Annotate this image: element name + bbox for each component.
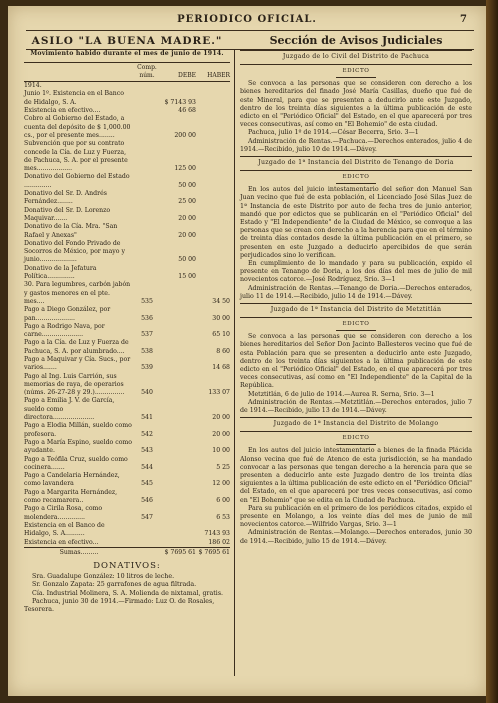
ledger-row <box>24 306 230 323</box>
asilo-title: ASILO "LA BUENA MADRE." <box>31 35 223 47</box>
ledger-header-row <box>24 62 230 82</box>
ledger-year: 1914. <box>24 82 42 90</box>
ledger-comp <box>134 173 160 190</box>
ledger-debe <box>160 456 196 473</box>
col-comp: Comp. núm. <box>134 62 160 82</box>
book-binding <box>486 0 498 703</box>
header-rule <box>26 30 474 31</box>
ledger-entry: Pago a Emilia J. V. de García, sueldo como directora..................... <box>24 397 115 422</box>
ledger-entry: 30. Para legumbres, carbón jabón y gastos menores en el pte. mes.... <box>24 281 131 305</box>
ledger-comp <box>134 190 160 207</box>
sum-debe: $ 7695 61 <box>160 547 196 557</box>
ledger-row <box>24 472 230 489</box>
ledger-comp: 537 <box>141 331 153 339</box>
edicto-label: EDICTO <box>342 67 370 74</box>
column-divider <box>234 50 235 676</box>
judicial-notice <box>240 156 472 301</box>
ledger-comp: 545 <box>141 480 153 488</box>
notice-paragraph: En los autos del juicio intestamentario del señor don Manuel San Juan vecino que fué de esta población, el Licenciado José Silas Juez de 1ª Instancia de este Distrito por auto de fecha tres de junio anterior, mandó que por edictos que se publicarán en el "Periódico Oficial" del Estado y "El Independiente" de la Ciudad de México, se convoque a las personas que se crean con derecho a la herencia para que en el término de treinta días contados desde la última publicación en el primero, se presenten en este Juzgado a deducirlo apercibidos de que serán perjudicados sino lo verifican. <box>240 186 472 259</box>
ledger-row <box>24 265 230 282</box>
ledger-comp <box>134 115 160 140</box>
ledger-entry: Pago a Teófila Cruz, sueldo como cocinera....... <box>24 455 128 471</box>
ledger-debe: 50 00 <box>178 181 196 189</box>
notice-separator <box>336 77 376 78</box>
sum-row <box>24 547 230 557</box>
court-name: Juzgado de 1ª Instancia del Distrito de Tenango de Doria <box>240 156 472 171</box>
ledger-row <box>24 539 230 548</box>
ledger-debe <box>160 323 196 340</box>
ledger-entry: Existencia en el Banco de Hidalgo, S. A.......... <box>24 521 105 538</box>
ledger-entry: Pago a Cirila Rosa, como molendera.............. <box>24 505 103 521</box>
ledger-row <box>24 240 230 265</box>
ledger-haber <box>196 90 230 107</box>
ledger-row <box>24 173 230 190</box>
ledger-entry: Pago a María Espino, sueldo como ayudante. <box>24 438 133 455</box>
ledger-row <box>24 281 230 306</box>
ledger-entry: Pago a Maquivar y Cía. Sucs., por varios....... <box>24 355 131 372</box>
ledger-body <box>24 82 230 548</box>
ledger-debe <box>160 539 196 548</box>
edicto-label: EDICTO <box>342 173 370 180</box>
ledger-haber <box>196 265 230 282</box>
notice-paragraph: Administración de Rentas.—Pachuca.—Derechos enterados, julio 4 de 1914.—Recibido, julio 10 de 1914.—Dávey. <box>240 137 472 153</box>
ledger-row <box>24 190 230 207</box>
sum-label: Sumas......... <box>24 547 134 557</box>
ledger-row <box>24 422 230 439</box>
ledger-entry: Donativo del Gobierno del Estado .............. <box>24 173 130 189</box>
ledger-comp: 544 <box>141 463 153 471</box>
ledger-comp: 540 <box>141 389 153 397</box>
ledger-row <box>24 397 230 422</box>
ledger-debe <box>160 356 196 373</box>
ledger-comp: 541 <box>141 414 153 422</box>
notice-paragraph: Administración de Rentas.—Molango.—Derechos enterados, junio 30 de 1914.—Recibido, julio 15 de 1914.—Dávey. <box>240 529 472 545</box>
notice-separator <box>336 444 376 445</box>
ledger-comp: 543 <box>141 447 153 455</box>
ledger-entry: Junio 1º. Existencia en el Banco de Hidalgo, S. A. <box>24 90 124 106</box>
ledger-debe <box>160 397 196 422</box>
ledger-entry: Existencia en efectivo... <box>24 538 99 546</box>
ledger-debe: 20 00 <box>178 231 196 239</box>
ledger-haber: 34 50 <box>212 297 230 305</box>
ledger-comp <box>134 240 160 265</box>
ledger-debe <box>160 339 196 356</box>
ledger-entry: Donativo del Fondo Privado de Socorros de México, por mayo y junio................... <box>24 239 125 264</box>
ledger-debe <box>160 472 196 489</box>
ledger-debe: 20 00 <box>178 214 196 222</box>
ledger-haber <box>196 207 230 224</box>
ledger-comp: 542 <box>141 430 153 438</box>
ledger-row <box>24 90 230 107</box>
notice-paragraph: Se convoca a las personas que se consideren con derecho a los bienes hereditarios del finado José María Casillas, dueño que fué de este Mineral, para que se presenten a deducirlo ante este Juzgado, dentro de los treinta días siguientes a la última publicación de este edicto en el "Periódico Oficial" del Estado, en el que aparecerá por tres veces consecutivas, así como en "El Bohemio" de esta ciudad. <box>240 80 472 129</box>
ledger-entry: Pago a Candelaria Hernández, como lavandera <box>24 472 120 488</box>
ledger-comp <box>134 140 160 173</box>
ledger-row <box>24 140 230 173</box>
ledger-comp: 538 <box>141 347 153 355</box>
ledger-haber: 10 00 <box>212 447 230 455</box>
court-name: Juzgado de 1ª Instancia del Distrito de Metztitlán <box>240 303 472 318</box>
ledger-comp <box>134 223 160 240</box>
ledger-debe: 46 68 <box>178 107 196 115</box>
donation-item: Sr. Gonzalo Zapata: 25 garrafones de agua filtrada. <box>32 581 197 589</box>
ledger-entry: Pago a la Cía. de Luz y Fuerza de Pachuca, S. A. por alumbrado.... <box>24 339 129 355</box>
ledger-entry: Donativo del Sr. D. Andrés Fernández........ <box>24 190 107 206</box>
ledger-entry: Existencia en efectivo.... <box>24 107 101 115</box>
ledger-comp <box>134 90 160 107</box>
ledger-row <box>24 207 230 224</box>
ledger-haber: 8 60 <box>216 347 230 355</box>
notice-separator <box>336 330 376 331</box>
ledger-haber: 133 07 <box>208 389 230 397</box>
ledger-entry: Pago a Elodia Millán, sueldo como profesora. <box>24 422 132 438</box>
ledger-comp: 547 <box>141 513 153 521</box>
ledger-entry: Donativo de la Cía. Mra. "San Rafael y Anexas" <box>24 223 118 239</box>
ledger-haber <box>196 223 230 240</box>
ledger-comp <box>134 207 160 224</box>
ledger-entry: Donativo de la Jefatura Política.............. <box>24 264 97 281</box>
notice-paragraph: Metztitlán, 6 de julio de 1914.—Aurea R. Serna, Srio. 3—1 <box>248 390 435 398</box>
ledger-debe: 125 00 <box>174 165 196 173</box>
ledger-haber: 20 00 <box>212 414 230 422</box>
ledger-debe: 25 00 <box>178 198 196 206</box>
edicto-label: EDICTO <box>342 434 370 441</box>
judicial-notice <box>240 303 472 415</box>
ledger-debe: 200 00 <box>174 131 196 139</box>
ledger-row <box>24 223 230 240</box>
ledger-comp: 539 <box>141 364 153 372</box>
ledger-haber: 7143 93 <box>204 530 230 538</box>
ledger-haber: 30 00 <box>212 314 230 322</box>
ledger-haber <box>196 140 230 173</box>
col-haber: HABER <box>196 62 230 82</box>
ledger-debe: $ 7143 93 <box>164 98 196 106</box>
ledger-entry: Donativo del Sr. D. Lorenzo Maquivar....... <box>24 206 111 222</box>
ledger-haber: 6 53 <box>216 513 230 521</box>
ledger-entry: Cobro al Gobierno del Estado, a cuenta del depósito de $ 1,000.00 cs., por el presente mes........ <box>24 115 131 139</box>
ledger-debe <box>160 281 196 306</box>
ledger-row <box>24 522 230 539</box>
ledger-row <box>24 439 230 456</box>
notice-separator <box>336 183 376 184</box>
notice-paragraph: Pachuca, julio 1º de 1914.—César Becerra, Srio. 3—1 <box>248 129 419 137</box>
sum-haber: $ 7695 61 <box>196 547 230 557</box>
ledger-debe <box>160 522 196 539</box>
notice-paragraph: Administración de Rentas.—Tenango de Doria.—Derechos enterados, julio 11 de 1914.—Recibido, julio 14 de 1914.—Dávey. <box>240 284 472 300</box>
ledger-debe <box>160 373 196 398</box>
ledger-haber: 12 00 <box>212 480 230 488</box>
court-name: Juzgado de 1ª Instancia del Distrito de Molango <box>240 417 472 432</box>
newspaper-title: PERIODICO OFICIAL. <box>177 14 317 25</box>
ledger-entry: Subvención que por su contrato concede la Cía. de Luz y Fuerza, de Pachuca, S. A. por el presente mes.................. <box>24 140 128 173</box>
ledger-row <box>24 456 230 473</box>
ledger-row <box>24 339 230 356</box>
ledger-comp: 536 <box>141 314 153 322</box>
notice-paragraph: Administración de Rentas.—Metztitlán.—Derechos enterados, julio 7 de 1914.—Recibido, julio 13 de 1914.—Dávey. <box>240 398 472 415</box>
col-entry <box>24 62 134 82</box>
ledger-haber <box>196 240 230 265</box>
page-number: 7 <box>460 14 468 25</box>
judicial-section-title: Sección de Avisos Judiciales <box>269 34 443 47</box>
year-row <box>24 82 230 91</box>
ledger-haber <box>196 190 230 207</box>
ledger-row <box>24 505 230 522</box>
donation-item: Sra. Guadalupe González: 10 litros de leche. <box>32 572 175 580</box>
col-debe: DEBE <box>160 62 196 82</box>
ledger-debe: 15 00 <box>178 273 196 281</box>
ledger-row <box>24 356 230 373</box>
ledger-haber: 5 25 <box>216 463 230 471</box>
ledger-haber: 65 10 <box>212 331 230 339</box>
ledger-debe: 50 00 <box>178 256 196 264</box>
ledger-entry: Pago a Rodrigo Nava, por carne..................... <box>24 322 105 339</box>
donations-list <box>24 573 230 598</box>
judicial-notice <box>240 50 472 154</box>
ledger-row <box>24 489 230 506</box>
ledger-debe <box>160 422 196 439</box>
notice-paragraph: En los autos del juicio intestamentario a bienes de la finada Plácida Alonso vecina que fué de Atenco de esta jurisdicción, se ha mandado convocar a las personas que tengan derecho a la herencia para que se presenten a deducirlo ante este Juzgado dentro de los treinta días siguientes a la última publicación de este edicto en el "Periódico Oficial" del Estado, en el que aparecerá por tres veces consecutivas, así como en "El Bohemio" que se edita en la Ciudad de Pachuca. <box>240 447 472 504</box>
court-name: Juzgado de lo Civil del Distrito de Pachuca <box>240 50 472 65</box>
ledger-haber <box>196 107 230 115</box>
movement-title: Movimiento habido durante el mes de junio de 1914. <box>30 50 224 57</box>
ledger-comp <box>134 522 160 539</box>
ledger-entry: Pago a Margarita Hernández, como recamarera.. <box>24 488 118 505</box>
ledger-haber <box>196 173 230 190</box>
treasurer-signature: Pachuca, junio 30 de 1914.—Firmado: Luz O. de Rosales, Tesorera. <box>24 597 215 614</box>
donation-item: Cía. Industrial Molinera, S. A. Molienda de nixtamal, gratis. <box>32 589 224 597</box>
ledger-haber: 6 00 <box>216 497 230 505</box>
ledger-table <box>24 62 230 558</box>
ledger-entry: Pago al Ing. Luis Carrión, sus memorias de raya, de operarios (núms. 26-27-28 y 29.)............... <box>24 372 125 397</box>
ledger-comp <box>134 107 160 115</box>
page-header <box>8 14 486 28</box>
ledger-haber <box>196 115 230 140</box>
ledger-debe <box>160 489 196 506</box>
ledger-haber: 20 00 <box>212 430 230 438</box>
donations-title: DONATIVOS: <box>93 561 161 572</box>
ledger-debe <box>160 439 196 456</box>
right-column <box>240 34 472 546</box>
ledger-row <box>24 107 230 115</box>
ledger-row <box>24 115 230 140</box>
notice-paragraph: Se convoca a las personas que se consideren con derecho a los bienes hereditarios del Señor Don Jacinto Ballesteros vecino que fué de esta Población para que se presenten a deducirlo ante este Juzgado, dentro de los treinta días siguientes a la última publicación de este edicto en el "Periódico Oficial" del Estado, en el que aparecerá por tres veces consecutivas, así como en "El Independiente" de la Capital de la República. <box>240 333 472 390</box>
left-column <box>24 34 230 615</box>
ledger-comp: 535 <box>141 297 153 305</box>
ledger-entry: Pago a Diego González, por pan.................... <box>24 306 111 322</box>
ledger-haber: 14 68 <box>212 364 230 372</box>
ledger-debe <box>160 505 196 522</box>
ledger-row <box>24 373 230 398</box>
ledger-comp <box>134 539 160 548</box>
judicial-notice <box>240 417 472 546</box>
ledger-debe <box>160 306 196 323</box>
ledger-comp: 546 <box>141 497 153 505</box>
ledger-row <box>24 323 230 340</box>
edicto-label: EDICTO <box>342 320 370 327</box>
newspaper-page <box>8 6 486 696</box>
notice-paragraph: En cumplimiento de lo mandado y para su publicación, expido el presente en Tenango de Doria, a los dos días del mes de julio de mil novecientos catorce.—José Rodríguez, Srio. 3—1 <box>240 260 472 284</box>
ledger-comp <box>134 265 160 282</box>
judicial-notices <box>240 50 472 546</box>
notice-paragraph: Para su publicación en el primero de los periódicos citados, expido el presente en Molango, a los veinte días del mes de junio de mil novecientos catorce.—Wilfrido Vargas, Srio. 3—1 <box>240 504 472 529</box>
ledger-haber: 186 02 <box>208 538 230 546</box>
